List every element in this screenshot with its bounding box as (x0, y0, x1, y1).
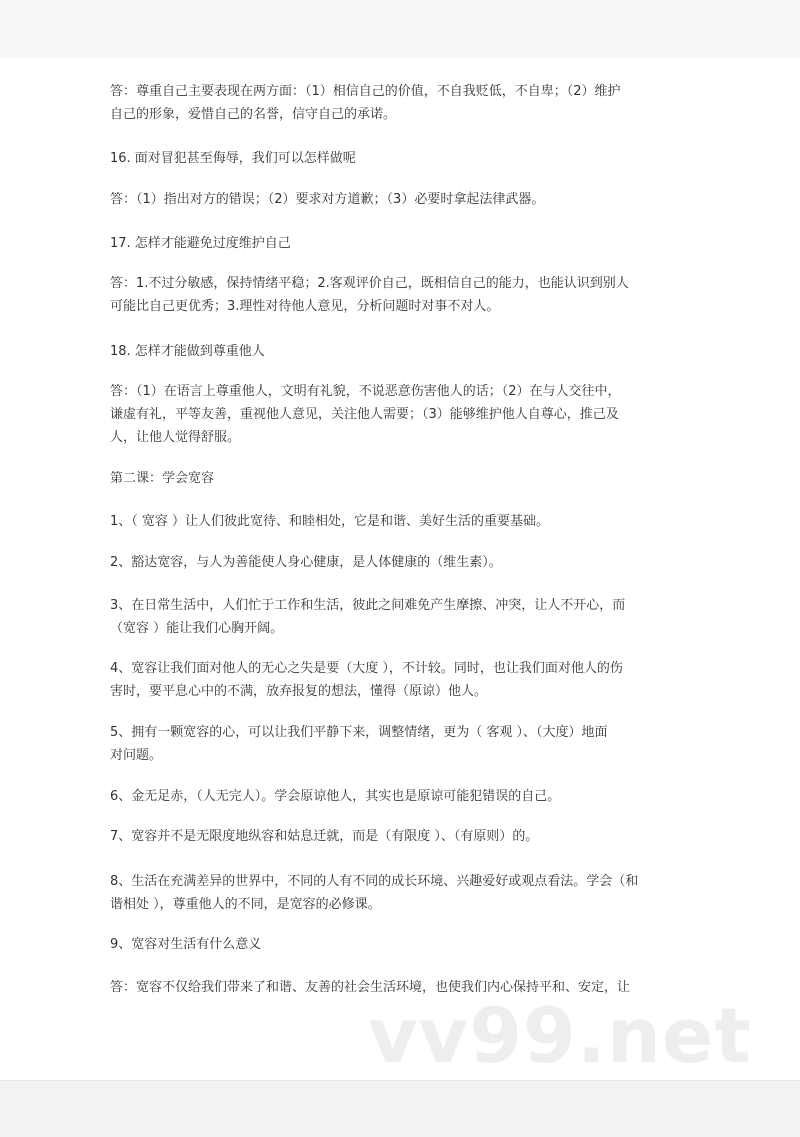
text-line: 3、在日常生活中，人们忙于工作和生活，彼此之间难免产生摩擦、冲突，让人不开心，而 (110, 598, 626, 613)
answer-line: 答：（1）指出对方的错误；（2）要求对方道歉；（3）必要时拿起法律武器。 (110, 192, 545, 207)
viewer-top-bar (0, 0, 800, 59)
text-line: 谐相处 ），尊重他人的不同，是宽容的必修课。 (110, 897, 381, 912)
text-line: 4、宽容让我们面对他人的无心之失是要（大度 ），不计较。同时，也让我们面对他人的伤 (110, 661, 623, 676)
text-line: 2、豁达宽容，与人为善能使人身心健康，是人体健康的（维生素）。 (110, 555, 502, 570)
text-line: 谦虚有礼，平等友善，重视他人意见，关注他人需要；（3）能够维护他人自尊心，推己及 (110, 407, 619, 422)
watermark-text: vv99.net (368, 991, 752, 1080)
question-heading: 17. 怎样才能避免过度维护自己 (110, 236, 291, 251)
text-line: 可能比自己更优秀；3.理性对待他人意见，分析问题时对事不对人。 (110, 299, 500, 314)
text-line: 答：尊重自己主要表现在两方面：（1）相信自己的价值，不自我贬低，不自卑；（2）维护 (110, 84, 621, 99)
text-line: 6、金无足赤，（人无完人）。学会原谅他人，其实也是原谅可能犯错误的自己。 (110, 789, 561, 804)
document-page (0, 58, 800, 1080)
answer-line: 答：1.不过分敏感，保持情绪平稳；2.客观评价自己，既相信自己的能力，也能认识到别人 (110, 276, 629, 291)
text-line: 5、拥有一颗宽容的心，可以让我们平静下来，调整情绪，更为（ 客观 ）、（大度）地面 (110, 725, 608, 740)
question-heading: 16. 面对冒犯甚至侮辱，我们可以怎样做呢 (110, 151, 356, 166)
text-line: 害时，要平息心中的不满，放弃报复的想法，懂得（原谅）他人。 (110, 684, 488, 699)
viewer-bottom-bar (0, 1080, 800, 1137)
text-line: （宽容 ）能让我们心胸开阔。 (110, 621, 284, 636)
answer-line: 答：（1）在语言上尊重他人，文明有礼貌，不说恶意伤害他人的话；（2）在与人交往中， (110, 384, 621, 399)
question-heading: 18. 怎样才能做到尊重他人 (110, 344, 265, 359)
answer-line: 答：宽容不仅给我们带来了和谐、友善的社会生活环境，也使我们内心保持平和、安定，让 (110, 980, 631, 995)
text-line: 7、宽容并不是无限度地纵容和姑息迁就，而是（有限度 ）、（有原则）的。 (110, 829, 539, 844)
text-line: 自己的形象，爱惜自己的名誉，信守自己的承诺。 (110, 107, 397, 122)
text-line: 对问题。 (110, 748, 163, 763)
text-line: 8、生活在充满差异的世界中，不同的人有不同的成长环境、兴趣爱好或观点看法。学会（和 (110, 874, 639, 889)
text-line: 人，让他人觉得舒服。 (110, 430, 241, 445)
text-line: 1、（ 宽容 ）让人们彼此宽待、和睦相处，它是和谐、美好生活的重要基础。 (110, 514, 550, 529)
question-heading: 9、宽容对生活有什么意义 (110, 937, 262, 952)
section-heading: 第二课：学会宽容 (110, 471, 215, 486)
